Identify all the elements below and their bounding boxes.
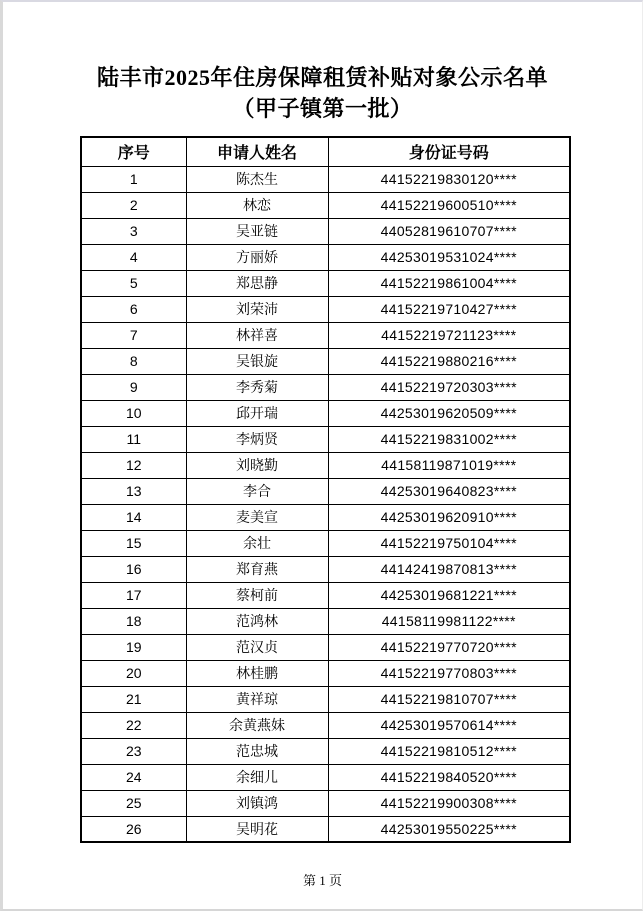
cell-serial-number: 2 — [81, 192, 186, 218]
cell-id-number: 44152219710427**** — [328, 296, 570, 322]
cell-serial-number: 8 — [81, 348, 186, 374]
table-row — [81, 556, 570, 582]
table-body — [81, 166, 570, 842]
cell-serial-number: 25 — [81, 790, 186, 816]
cell-applicant-name: 林桂鹏 — [186, 660, 328, 686]
header-applicant-name: 申请人姓名 — [186, 137, 328, 166]
cell-serial-number: 16 — [81, 556, 186, 582]
cell-id-number: 44158119981122**** — [328, 608, 570, 634]
cell-serial-number: 23 — [81, 738, 186, 764]
table-row — [81, 686, 570, 712]
table-row — [81, 478, 570, 504]
cell-applicant-name: 范汉贞 — [186, 634, 328, 660]
cell-serial-number: 14 — [81, 504, 186, 530]
header-id-number: 身份证号码 — [328, 137, 570, 166]
cell-serial-number: 20 — [81, 660, 186, 686]
table-header-row — [81, 137, 570, 166]
cell-id-number: 44152219770720**** — [328, 634, 570, 660]
cell-applicant-name: 郑育燕 — [186, 556, 328, 582]
cell-applicant-name: 刘镇鸿 — [186, 790, 328, 816]
cell-applicant-name: 吴亚链 — [186, 218, 328, 244]
table-row — [81, 530, 570, 556]
page-title — [3, 62, 642, 124]
table-row — [81, 400, 570, 426]
table-row — [81, 192, 570, 218]
cell-serial-number: 24 — [81, 764, 186, 790]
cell-id-number: 44152219720303**** — [328, 374, 570, 400]
table-row — [81, 244, 570, 270]
title-line-2: （甲子镇第一批） — [232, 96, 413, 121]
cell-serial-number: 19 — [81, 634, 186, 660]
table-row — [81, 790, 570, 816]
cell-id-number: 44253019531024**** — [328, 244, 570, 270]
table-row — [81, 634, 570, 660]
cell-id-number: 44253019620509**** — [328, 400, 570, 426]
cell-id-number: 44152219600510**** — [328, 192, 570, 218]
table-row — [81, 660, 570, 686]
cell-serial-number: 5 — [81, 270, 186, 296]
table-row — [81, 738, 570, 764]
cell-id-number: 44152219831002**** — [328, 426, 570, 452]
cell-applicant-name: 李合 — [186, 478, 328, 504]
cell-applicant-name: 麦美宣 — [186, 504, 328, 530]
table-row — [81, 166, 570, 192]
cell-id-number: 44253019570614**** — [328, 712, 570, 738]
cell-applicant-name: 余细儿 — [186, 764, 328, 790]
cell-serial-number: 7 — [81, 322, 186, 348]
cell-serial-number: 3 — [81, 218, 186, 244]
cell-id-number: 44052819610707**** — [328, 218, 570, 244]
cell-id-number: 44253019550225**** — [328, 816, 570, 842]
cell-id-number: 44253019640823**** — [328, 478, 570, 504]
cell-id-number: 44253019681221**** — [328, 582, 570, 608]
cell-id-number: 44152219721123**** — [328, 322, 570, 348]
cell-serial-number: 1 — [81, 166, 186, 192]
cell-applicant-name: 陈杰生 — [186, 166, 328, 192]
cell-applicant-name: 刘荣沛 — [186, 296, 328, 322]
title-line-1: 陆丰市2025年住房保障租赁补贴对象公示名单 — [96, 65, 548, 90]
table-row — [81, 764, 570, 790]
cell-id-number: 44152219750104**** — [328, 530, 570, 556]
cell-applicant-name: 林恋 — [186, 192, 328, 218]
cell-serial-number: 22 — [81, 712, 186, 738]
table-row — [81, 348, 570, 374]
cell-applicant-name: 吴银旋 — [186, 348, 328, 374]
cell-id-number: 44152219770803**** — [328, 660, 570, 686]
cell-serial-number: 10 — [81, 400, 186, 426]
table-row — [81, 608, 570, 634]
cell-applicant-name: 李秀菊 — [186, 374, 328, 400]
cell-applicant-name: 余壮 — [186, 530, 328, 556]
cell-applicant-name: 蔡柯前 — [186, 582, 328, 608]
subsidy-roster-table — [80, 136, 571, 843]
cell-serial-number: 6 — [81, 296, 186, 322]
cell-id-number: 44152219840520**** — [328, 764, 570, 790]
table-row — [81, 452, 570, 478]
cell-serial-number: 26 — [81, 816, 186, 842]
cell-applicant-name: 邱开瑞 — [186, 400, 328, 426]
cell-serial-number: 21 — [81, 686, 186, 712]
cell-serial-number: 4 — [81, 244, 186, 270]
cell-serial-number: 11 — [81, 426, 186, 452]
table-row — [81, 504, 570, 530]
table-row — [81, 270, 570, 296]
header-serial-number: 序号 — [81, 137, 186, 166]
cell-applicant-name: 郑思静 — [186, 270, 328, 296]
cell-serial-number: 17 — [81, 582, 186, 608]
table-row — [81, 816, 570, 842]
cell-id-number: 44152219810707**** — [328, 686, 570, 712]
cell-serial-number: 9 — [81, 374, 186, 400]
cell-applicant-name: 林祥喜 — [186, 322, 328, 348]
cell-id-number: 44253019620910**** — [328, 504, 570, 530]
table-row — [81, 426, 570, 452]
cell-applicant-name: 黄祥琼 — [186, 686, 328, 712]
cell-id-number: 44152219880216**** — [328, 348, 570, 374]
cell-id-number: 44142419870813**** — [328, 556, 570, 582]
cell-id-number: 44158119871019**** — [328, 452, 570, 478]
cell-applicant-name: 吴明花 — [186, 816, 328, 842]
cell-id-number: 44152219861004**** — [328, 270, 570, 296]
cell-applicant-name: 范鸿林 — [186, 608, 328, 634]
table-row — [81, 322, 570, 348]
cell-serial-number: 12 — [81, 452, 186, 478]
cell-serial-number: 15 — [81, 530, 186, 556]
cell-id-number: 44152219900308**** — [328, 790, 570, 816]
cell-applicant-name: 李炳贤 — [186, 426, 328, 452]
table-row — [81, 712, 570, 738]
table-row — [81, 374, 570, 400]
page-number: 第 1 页 — [302, 873, 342, 888]
cell-applicant-name: 余黄燕妹 — [186, 712, 328, 738]
table-row — [81, 296, 570, 322]
cell-serial-number: 18 — [81, 608, 186, 634]
table-row — [81, 582, 570, 608]
cell-applicant-name: 方丽娇 — [186, 244, 328, 270]
table-row — [81, 218, 570, 244]
cell-applicant-name: 刘晓勤 — [186, 452, 328, 478]
cell-id-number: 44152219810512**** — [328, 738, 570, 764]
cell-id-number: 44152219830120**** — [328, 166, 570, 192]
cell-serial-number: 13 — [81, 478, 186, 504]
cell-applicant-name: 范忠城 — [186, 738, 328, 764]
